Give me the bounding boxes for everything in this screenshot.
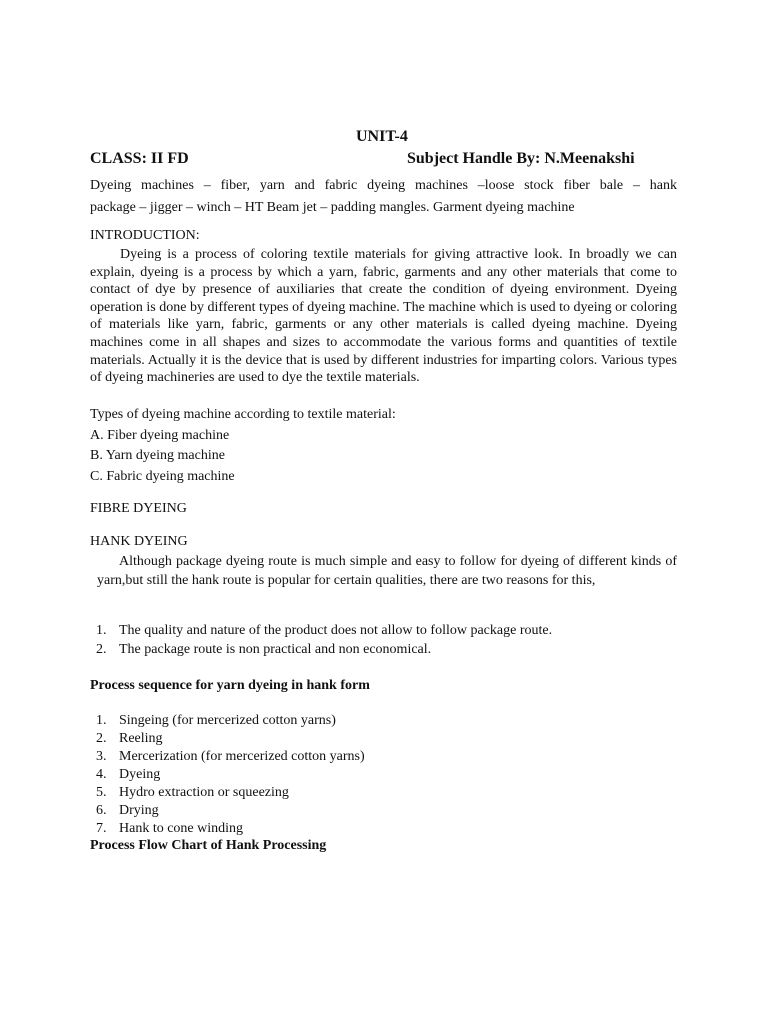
list-text: Singeing (for mercerized cotton yarns) — [119, 713, 336, 728]
subject-handler: Subject Handle By: N.Meenakshi — [407, 150, 635, 167]
list-text: The quality and nature of the product does not allow to follow package route. — [119, 623, 553, 638]
introduction-heading: INTRODUCTION: — [90, 228, 200, 243]
class-label: CLASS: II FD — [90, 150, 189, 167]
list-text: Hydro extraction or squeezing — [119, 785, 289, 800]
list-text: The package route is non practical and non economical. — [119, 642, 432, 657]
type-item-yarn: B. Yarn dyeing machine — [90, 448, 225, 463]
list-text: Mercerization (for mercerized cotton yarns) — [119, 749, 365, 764]
flow-chart-heading: Process Flow Chart of Hank Processing — [90, 838, 327, 853]
list-text: Dyeing — [119, 767, 161, 782]
list-number: 7. — [96, 821, 107, 836]
list-number: 2. — [96, 731, 107, 746]
types-heading: Types of dyeing machine according to textile material: — [90, 407, 396, 422]
list-number: 2. — [96, 642, 107, 657]
hank-dyeing-heading: HANK DYEING — [90, 534, 188, 549]
process-sequence-heading: Process sequence for yarn dyeing in hank form — [90, 678, 370, 693]
introduction-paragraph: Dyeing is a process of coloring textile materials for giving attractive look. In broadly we can explain, dyeing is a process by which a yarn, fabric, garments and any other materials that come to contact of dye by presence of auxiliaries that create the condition of dyeing environment. Dyeing operation is done by different types of dyeing machine. The machine which is used to dyeing or coloring of materials like yarn, fabric, garments or any other materials is called dyeing machine. Dyeing machines come in all shapes and sizes to accommodate the various forms and quantities of textile materials. Actually it is the device that is used by different industries for imparting colors. Various types of dyeing machineries are used to dye the textile materials. — [90, 247, 677, 386]
type-item-fabric: C. Fabric dyeing machine — [90, 469, 235, 484]
list-number: 1. — [96, 623, 107, 638]
syllabus-line-2: package – jigger – winch – HT Beam jet – padding mangles. Garment dyeing machine — [90, 200, 575, 215]
unit-title: UNIT-4 — [356, 128, 408, 145]
list-number: 3. — [96, 749, 107, 764]
list-number: 5. — [96, 785, 107, 800]
list-number: 1. — [96, 713, 107, 728]
list-number: 4. — [96, 767, 107, 782]
list-text: Hank to cone winding — [119, 821, 244, 836]
type-item-fiber: A. Fiber dyeing machine — [90, 428, 230, 443]
list-number: 6. — [96, 803, 107, 818]
fibre-dyeing-heading: FIBRE DYEING — [90, 501, 187, 516]
syllabus-line-1: Dyeing machines – fiber, yarn and fabric dyeing machines –loose stock fiber bale – hank — [90, 178, 677, 193]
hank-dyeing-paragraph: Although package dyeing route is much simple and easy to follow for dyeing of different kinds of yarn,but still the hank route is popular for certain qualities, there are two reasons for this, — [97, 554, 677, 588]
list-text: Reeling — [119, 731, 163, 746]
list-text: Drying — [119, 803, 159, 818]
